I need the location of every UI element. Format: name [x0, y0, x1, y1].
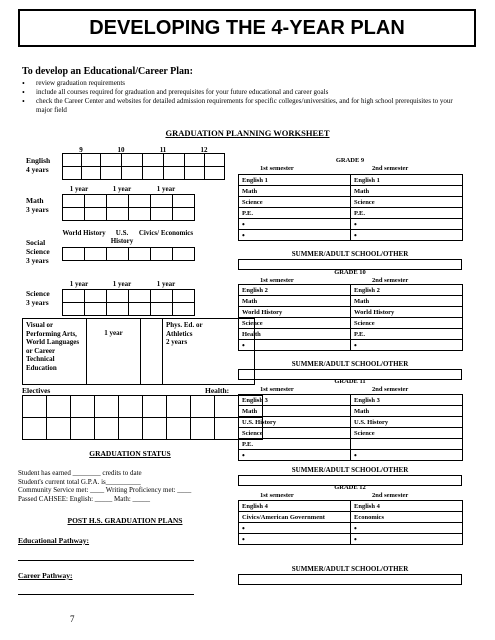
grade-12-heading: GRADE 12 — [334, 484, 366, 491]
course-cell[interactable]: English 4 — [239, 501, 351, 512]
social-col-2: U.S. History — [110, 229, 134, 245]
math-grid — [62, 194, 195, 221]
bullet-icon: • — [22, 88, 25, 97]
science-col-2: 1 year — [112, 280, 132, 288]
grade-11-sem2: 2nd semester — [372, 386, 409, 393]
social-grid — [62, 247, 195, 261]
english-grid — [62, 153, 225, 180]
pe-years: 2 years — [166, 338, 188, 347]
summer-label-10: SUMMER/ADULT SCHOOL/OTHER — [291, 360, 409, 368]
course-cell[interactable]: Math — [239, 186, 351, 197]
elective-cell[interactable] — [167, 418, 191, 440]
course-cell[interactable]: • — [239, 534, 351, 545]
english-cell[interactable] — [185, 154, 205, 167]
elective-cell[interactable] — [191, 418, 215, 440]
social-col-1: World History — [62, 229, 106, 237]
science-cell[interactable] — [63, 303, 85, 316]
course-cell[interactable]: • — [239, 230, 351, 241]
english-cell[interactable] — [164, 154, 185, 167]
course-cell[interactable]: Math — [351, 406, 463, 417]
social-cell[interactable] — [151, 248, 173, 261]
english-cell[interactable] — [101, 154, 122, 167]
course-cell[interactable]: English 3 — [351, 395, 463, 406]
science-cell[interactable] — [173, 290, 195, 303]
course-cell[interactable]: U.S. History — [351, 417, 463, 428]
intro-heading: To develop an Educational/Career Plan: — [22, 66, 193, 77]
math-cell[interactable] — [63, 195, 85, 208]
course-cell[interactable]: • — [239, 340, 351, 351]
title-banner — [18, 9, 476, 47]
course-cell[interactable]: English 1 — [239, 175, 351, 186]
course-cell[interactable]: World History — [239, 307, 351, 318]
career-pathway-label: Career Pathway: — [18, 571, 73, 580]
course-cell[interactable]: • — [351, 534, 463, 545]
elective-cell[interactable] — [47, 418, 71, 440]
math-col-2: 1 year — [112, 185, 132, 193]
intro-bullet-3: check the Career Center and websites for detailed admission requirements for specific colleges/universities, and for high school prerequisites to your major field — [36, 97, 453, 114]
course-cell[interactable]: Civics/American Government — [239, 512, 351, 523]
math-cell[interactable] — [107, 208, 129, 221]
english-cell[interactable] — [122, 167, 143, 180]
english-cell[interactable] — [63, 167, 82, 180]
science-cell[interactable] — [63, 290, 85, 303]
english-cell[interactable] — [164, 167, 185, 180]
answer-line[interactable] — [18, 560, 194, 561]
math-cell[interactable] — [85, 195, 107, 208]
elective-cell[interactable] — [95, 418, 119, 440]
graduation-status — [18, 469, 228, 503]
course-cell[interactable]: P.E. — [351, 329, 463, 340]
grade-10-sem1: 1st semester — [260, 277, 294, 284]
course-cell[interactable]: • — [239, 523, 351, 534]
course-cell[interactable]: P.E. — [239, 208, 351, 219]
science-grid — [62, 289, 195, 316]
social-cell[interactable] — [85, 248, 107, 261]
vapa-label-cell — [23, 319, 87, 385]
elective-cell[interactable] — [71, 396, 95, 418]
course-cell[interactable]: Math — [351, 296, 463, 307]
english-cell[interactable] — [63, 154, 82, 167]
science-cell[interactable] — [129, 303, 151, 316]
grade-10-sem2: 2nd semester — [372, 277, 409, 284]
elective-cell[interactable] — [119, 418, 143, 440]
math-cell[interactable] — [173, 208, 195, 221]
elective-cell[interactable] — [119, 396, 143, 418]
summer-label-9: SUMMER/ADULT SCHOOL/OTHER — [291, 250, 409, 258]
english-cell[interactable] — [82, 167, 101, 180]
course-cell[interactable]: • — [351, 219, 463, 230]
grade-9-table — [238, 174, 463, 241]
graduation-status-heading: GRADUATION STATUS — [89, 449, 171, 458]
course-cell[interactable]: Math — [351, 186, 463, 197]
bullet-icon: • — [22, 97, 25, 106]
intro-bullet-2: include all courses required for graduation and prerequisites for your future educational and career goals — [36, 88, 329, 96]
math-cell[interactable] — [129, 208, 151, 221]
intro-bullet-1: review graduation requirements — [36, 79, 126, 87]
social-cell[interactable] — [63, 248, 85, 261]
elective-cell[interactable] — [167, 396, 191, 418]
english-cell[interactable] — [122, 154, 143, 167]
elective-cell[interactable] — [143, 396, 167, 418]
course-cell[interactable]: Science — [239, 318, 351, 329]
course-cell[interactable]: • — [351, 230, 463, 241]
course-cell[interactable]: English 2 — [351, 285, 463, 296]
electives-grid — [22, 395, 263, 440]
vapa-cell[interactable] — [141, 319, 163, 385]
social-cell[interactable] — [129, 248, 151, 261]
intro-bullets — [22, 79, 470, 115]
elective-cell[interactable] — [215, 396, 239, 418]
course-cell[interactable]: Science — [351, 428, 463, 439]
grade-col-11: 11 — [159, 146, 167, 154]
grade-10-heading: GRADE 10 — [334, 269, 366, 276]
science-cell[interactable] — [151, 303, 173, 316]
vapa-label: Visual or Performing Arts, World Languages or Career Technical Education — [26, 321, 80, 372]
grade-11-sem1: 1st semester — [260, 386, 294, 393]
elective-cell[interactable] — [23, 418, 47, 440]
course-cell[interactable] — [351, 439, 463, 450]
elective-cell[interactable] — [71, 418, 95, 440]
course-cell[interactable]: • — [351, 340, 463, 351]
english-cell[interactable] — [101, 167, 122, 180]
course-cell[interactable]: • — [351, 450, 463, 461]
math-cell[interactable] — [85, 208, 107, 221]
english-cell[interactable] — [205, 167, 225, 180]
english-cell[interactable] — [185, 167, 205, 180]
grade-12-sem1: 1st semester — [260, 492, 294, 499]
summer-label-12: SUMMER/ADULT SCHOOL/OTHER — [291, 565, 409, 573]
course-cell[interactable]: Math — [239, 406, 351, 417]
vapa-cell[interactable] — [87, 319, 141, 385]
answer-line[interactable] — [18, 594, 194, 595]
elective-cell[interactable] — [215, 418, 239, 440]
math-col-1: 1 year — [69, 185, 89, 193]
social-cell[interactable] — [173, 248, 195, 261]
course-cell[interactable]: Science — [351, 318, 463, 329]
elective-cell[interactable] — [95, 396, 119, 418]
worksheet-title: GRADUATION PLANNING WORKSHEET — [165, 128, 330, 138]
grade-11-heading: GRADE 11 — [334, 378, 366, 385]
course-cell[interactable]: Economics — [351, 512, 463, 523]
course-cell[interactable]: English 3 — [239, 395, 351, 406]
course-cell[interactable]: English 2 — [239, 285, 351, 296]
course-cell[interactable]: Math — [239, 296, 351, 307]
page-title: DEVELOPING THE 4-YEAR PLAN — [89, 16, 405, 39]
math-cell[interactable] — [173, 195, 195, 208]
course-cell[interactable]: Science — [239, 428, 351, 439]
bullet-icon: • — [22, 79, 25, 88]
course-cell[interactable]: • — [351, 523, 463, 534]
course-cell[interactable]: • — [239, 219, 351, 230]
course-cell[interactable]: World History — [351, 307, 463, 318]
science-label: Science 3 years — [26, 289, 50, 307]
math-cell[interactable] — [63, 208, 85, 221]
course-cell[interactable]: Health — [239, 329, 351, 340]
math-cell[interactable] — [151, 195, 173, 208]
gpa-line: Student's current total G.P.A. is__________ — [18, 477, 141, 486]
elective-cell[interactable] — [23, 396, 47, 418]
english-cell[interactable] — [143, 167, 164, 180]
summer-box-12[interactable] — [238, 574, 462, 585]
grade-col-10: 10 — [117, 146, 125, 154]
english-cell[interactable] — [82, 154, 101, 167]
vapa-pe-grid — [22, 318, 255, 385]
course-cell[interactable]: U.S. History — [239, 417, 351, 428]
grade-col-9: 9 — [79, 146, 83, 154]
pe-label: Phys. Ed. or Athletics — [166, 321, 203, 338]
summer-label-11: SUMMER/ADULT SCHOOL/OTHER — [291, 466, 409, 474]
course-cell[interactable]: Science — [351, 197, 463, 208]
credits-line: Student has earned ________ credits to date — [18, 469, 142, 477]
grade-9-heading: GRADE 9 — [335, 157, 365, 164]
community-service-line: Community Service met: ____ Writing Proficiency met: ____ — [18, 486, 192, 494]
science-cell[interactable] — [107, 303, 129, 316]
course-cell[interactable]: P.E. — [351, 208, 463, 219]
science-col-1: 1 year — [69, 280, 89, 288]
science-cell[interactable] — [85, 303, 107, 316]
course-cell[interactable]: P.E. — [239, 439, 351, 450]
math-cell[interactable] — [107, 195, 129, 208]
health-label: Health: — [205, 386, 230, 395]
social-col-3: Civics/ Economics — [138, 229, 194, 237]
elective-cell[interactable] — [191, 396, 215, 418]
grade-12-table — [238, 500, 463, 545]
math-label: Math 3 years — [26, 196, 49, 214]
english-label: English 4 years — [26, 156, 51, 174]
science-col-3: 1 year — [156, 280, 176, 288]
grade-9-sem1: 1st semester — [260, 165, 294, 172]
science-cell[interactable] — [151, 290, 173, 303]
science-cell[interactable] — [107, 290, 129, 303]
social-label: Social Science 3 years — [26, 238, 50, 265]
social-cell[interactable] — [107, 248, 129, 261]
grade-10-table — [238, 284, 463, 351]
course-cell[interactable]: • — [239, 450, 351, 461]
course-cell[interactable]: English 1 — [351, 175, 463, 186]
grade-9-sem2: 2nd semester — [372, 165, 409, 172]
english-cell[interactable] — [143, 154, 164, 167]
course-cell[interactable]: Science — [239, 197, 351, 208]
english-cell[interactable] — [205, 154, 225, 167]
electives-label: Electives — [22, 386, 51, 395]
educational-pathway-label: Educational Pathway: — [18, 536, 90, 545]
science-cell[interactable] — [173, 303, 195, 316]
math-cell[interactable] — [129, 195, 151, 208]
grade-12-sem2: 2nd semester — [372, 492, 409, 499]
page-number: 7 — [70, 614, 75, 624]
math-col-3: 1 year — [156, 185, 176, 193]
grade-col-12: 12 — [200, 146, 208, 154]
course-cell[interactable]: English 4 — [351, 501, 463, 512]
cahsee-line: Passed CAHSEE: English: _____ Math: _____ — [18, 494, 151, 503]
science-cell[interactable] — [129, 290, 151, 303]
science-cell[interactable] — [85, 290, 107, 303]
elective-cell[interactable] — [47, 396, 71, 418]
grade-11-table — [238, 394, 463, 461]
post-grad-heading: POST H.S. GRADUATION PLANS — [67, 516, 183, 525]
vapa-year-label: 1 year — [104, 329, 123, 337]
elective-cell[interactable] — [143, 418, 167, 440]
math-cell[interactable] — [151, 208, 173, 221]
